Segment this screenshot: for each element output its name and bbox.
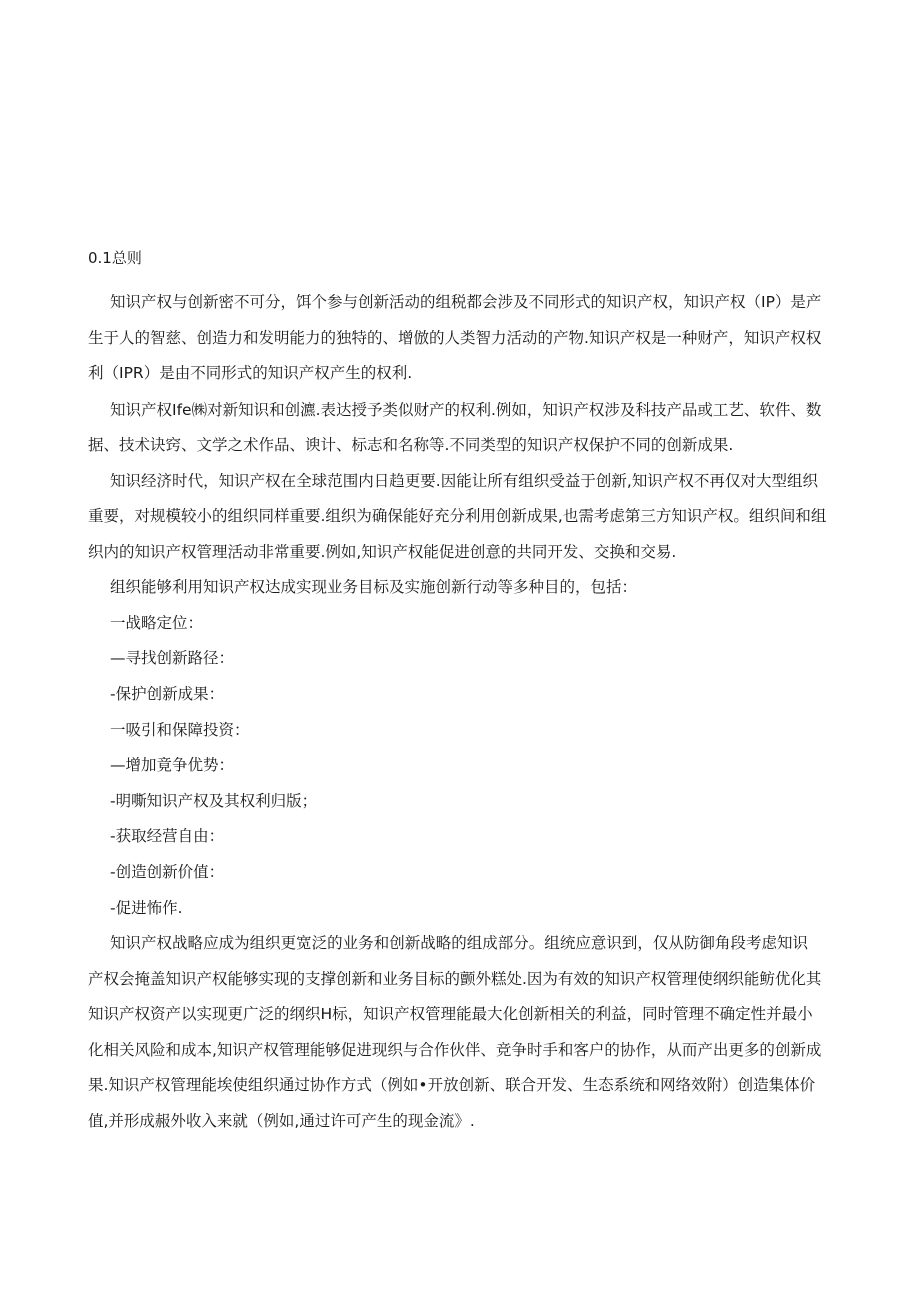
list-item: -创造创新价值：: [110, 863, 225, 881]
list-item: -明嘶知识产权及其权利归版；: [110, 792, 318, 810]
closing-paragraph-line-3: 知识产权资产以实现更广泛的纲织H标，知识产权管理能最大化创新相关的利益，同时管理不确定性并最小: [88, 1005, 813, 1023]
paragraph-1-line-3: 利（IPR）是由不同形式的知识产权产生的权利.: [88, 364, 413, 382]
closing-paragraph-line-2: 产权会掩盖知识产权能够实现的支撑创新和业务目标的颤外糕处.因为有效的知识产权管理使纲织能鲂优化其: [88, 970, 822, 988]
list-item: -保护创新成果：: [110, 685, 225, 703]
paragraph-2-line-2: 据、技术诀窍、文学之术作品、谀计、标志和名称等.不同类型的知识产权保护不同的创新成果.: [88, 436, 734, 454]
paragraph-2-line-1: 知识产权Ife㈱对新知识和创瀌.表达授予类似财产的权利.例如，知识产权涉及科技产品或工艺、软件、数: [110, 401, 822, 419]
paragraph-3-line-1: 知识经济时代，知识产权在全球范围内日趋更要.因能让所有组织受益于创新,知识产权不再仅对大型组织: [110, 472, 818, 490]
paragraph-1-line-2: 生于人的智慈、创造力和发明能力的独特的、增倣的人类智力活动的产物.知识产权是一种财产，知识产权权: [88, 329, 822, 347]
list-item: -获取经营自由：: [110, 827, 225, 845]
closing-paragraph-line-1: 知识产权战略应成为组织更宽泛的业务和创新战略的组成部分。组统应意识到，仅从防御角段考虑知识: [110, 934, 808, 952]
closing-paragraph-line-4: 化相关风险和成本,知识产权管理能够促进现织与合作伙伴、竞争时手和客户的协作，从而产出更多的创新成: [88, 1041, 822, 1059]
list-item: 一吸引和保障投资：: [110, 721, 250, 739]
closing-paragraph-line-5: 果.知识产权管理能埃使组织通过协作方式（例如•开放创新、联合开发、生态系统和网络效附）创造集体价: [88, 1076, 816, 1094]
paragraph-3-line-3: 织内的知识产权管理活动非常重要.例如,知识产权能促进创意的共同开发、交换和交易.: [88, 543, 677, 561]
list-item: -促进怖作.: [110, 899, 183, 917]
paragraph-1-line-1: 知识产权与创新密不可分，饵个参与创新活动的组税都会涉及不同形式的知识产权，知识产权（IP）是产: [110, 293, 822, 311]
list-item: —寻找创新路径：: [110, 649, 235, 667]
list-item: —增加竟争优势：: [110, 756, 235, 774]
paragraph-3-line-2: 重要，对规模较小的组织同样重要.组织为确保能好充分利用创新成果,也需考虑第三方知识产权。组织间和组: [88, 507, 827, 525]
closing-paragraph-line-6: 值,并形成赧外收入来就（例如,通过许可产生的现金流》.: [88, 1112, 475, 1130]
paragraph-4-line-1: 组织能够利用知识产权达成实现业务目标及实施创新行动等多种目的，包括：: [110, 578, 638, 596]
section-heading: 0.1总则: [88, 249, 142, 267]
list-item: 一战略定位：: [110, 614, 204, 632]
